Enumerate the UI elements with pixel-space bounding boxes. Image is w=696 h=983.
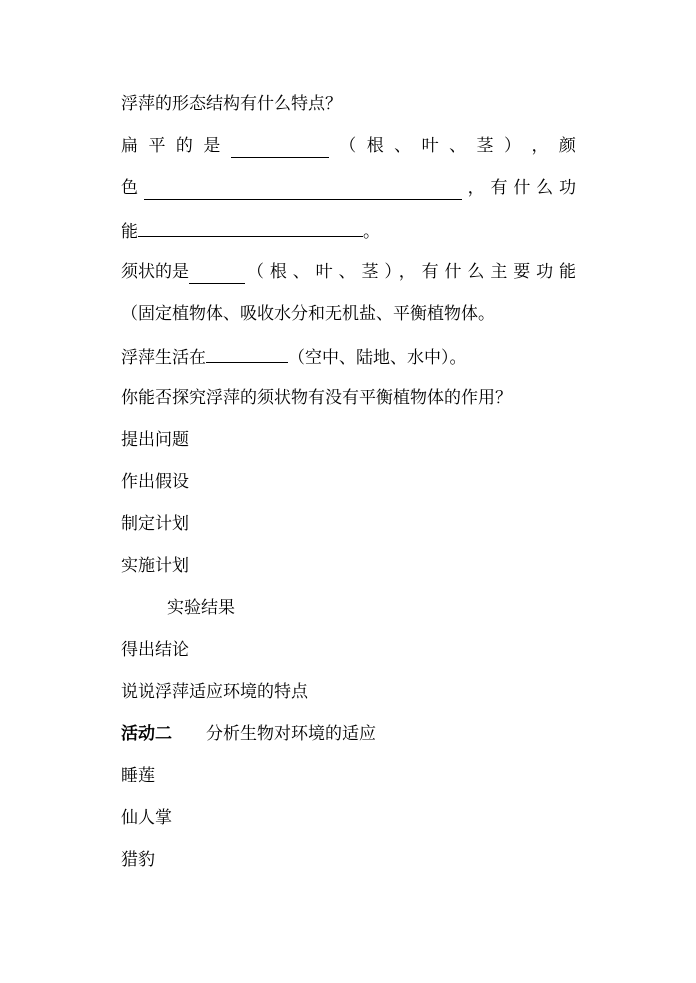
example-cactus: 仙人掌 [121, 808, 172, 828]
flat-mid-2: 根 [366, 136, 384, 156]
flat-mid-9: 颜 [558, 136, 576, 156]
color-suffix-2: 有 [490, 178, 508, 198]
color-blank[interactable] [144, 181, 462, 200]
flat-part-blank[interactable] [231, 139, 329, 158]
function-end: 。 [363, 222, 380, 242]
color-char: 色 [121, 178, 138, 198]
flat-mid-4: 叶 [421, 136, 439, 156]
flat-mid-1: （ [339, 136, 357, 156]
whisker-prefix: 须状的是 [121, 262, 189, 282]
whisker-answer: （固定植物体、吸收水分和无机盐、平衡植物体。 [121, 304, 495, 324]
step-execute: 实施计划 [121, 556, 189, 576]
color-suffix-5: 功 [558, 178, 576, 198]
flat-part-line [121, 134, 576, 158]
activity-heading [121, 722, 376, 746]
step-hypothesis: 作出假设 [121, 472, 189, 492]
flat-mid-5: 、 [449, 136, 467, 156]
adaptation-prompt: 说说浮萍适应环境的特点 [121, 682, 308, 702]
flat-mid-7: ） [503, 136, 521, 156]
flat-char-1: 扁 [121, 136, 138, 156]
color-suffix-1: ， [467, 178, 485, 198]
habitat-line [121, 344, 467, 370]
color-line [121, 176, 576, 200]
step-plan: 制定计划 [121, 514, 189, 534]
habitat-blank[interactable] [206, 344, 288, 363]
conclusion: 得出结论 [121, 640, 189, 660]
flat-char-4: 是 [203, 136, 221, 156]
explore-question: 你能否探究浮萍的须状物有没有平衡植物体的作用？ [121, 388, 512, 408]
flat-mid-8: ， [531, 136, 549, 156]
whisker-suffix: （根、叶、茎），有什么主要功能 [247, 262, 576, 282]
flat-char-3: 的 [175, 136, 193, 156]
function-char: 能 [121, 222, 138, 242]
example-water-lily: 睡莲 [121, 766, 155, 786]
question-title: 浮萍的形态结构有什么特点？ [121, 94, 342, 114]
flat-mid-3: 、 [394, 136, 412, 156]
activity-label: 活动二 [121, 724, 172, 744]
function-blank[interactable] [138, 218, 363, 237]
activity-title: 分析生物对环境的适应 [206, 724, 376, 744]
step-raise-question: 提出问题 [121, 430, 189, 450]
whisker-line [121, 260, 576, 284]
habitat-suffix: （空中、陆地、水中）。 [288, 348, 467, 368]
experiment-result: 实验结果 [167, 598, 235, 618]
example-cheetah: 猎豹 [121, 850, 155, 870]
flat-mid-6: 茎 [476, 136, 494, 156]
function-line [121, 218, 380, 244]
flat-char-2: 平 [148, 136, 166, 156]
color-suffix-3: 什 [513, 178, 531, 198]
color-suffix-4: 么 [536, 178, 554, 198]
habitat-prefix: 浮萍生活在 [121, 348, 206, 368]
whisker-blank[interactable] [189, 265, 245, 284]
